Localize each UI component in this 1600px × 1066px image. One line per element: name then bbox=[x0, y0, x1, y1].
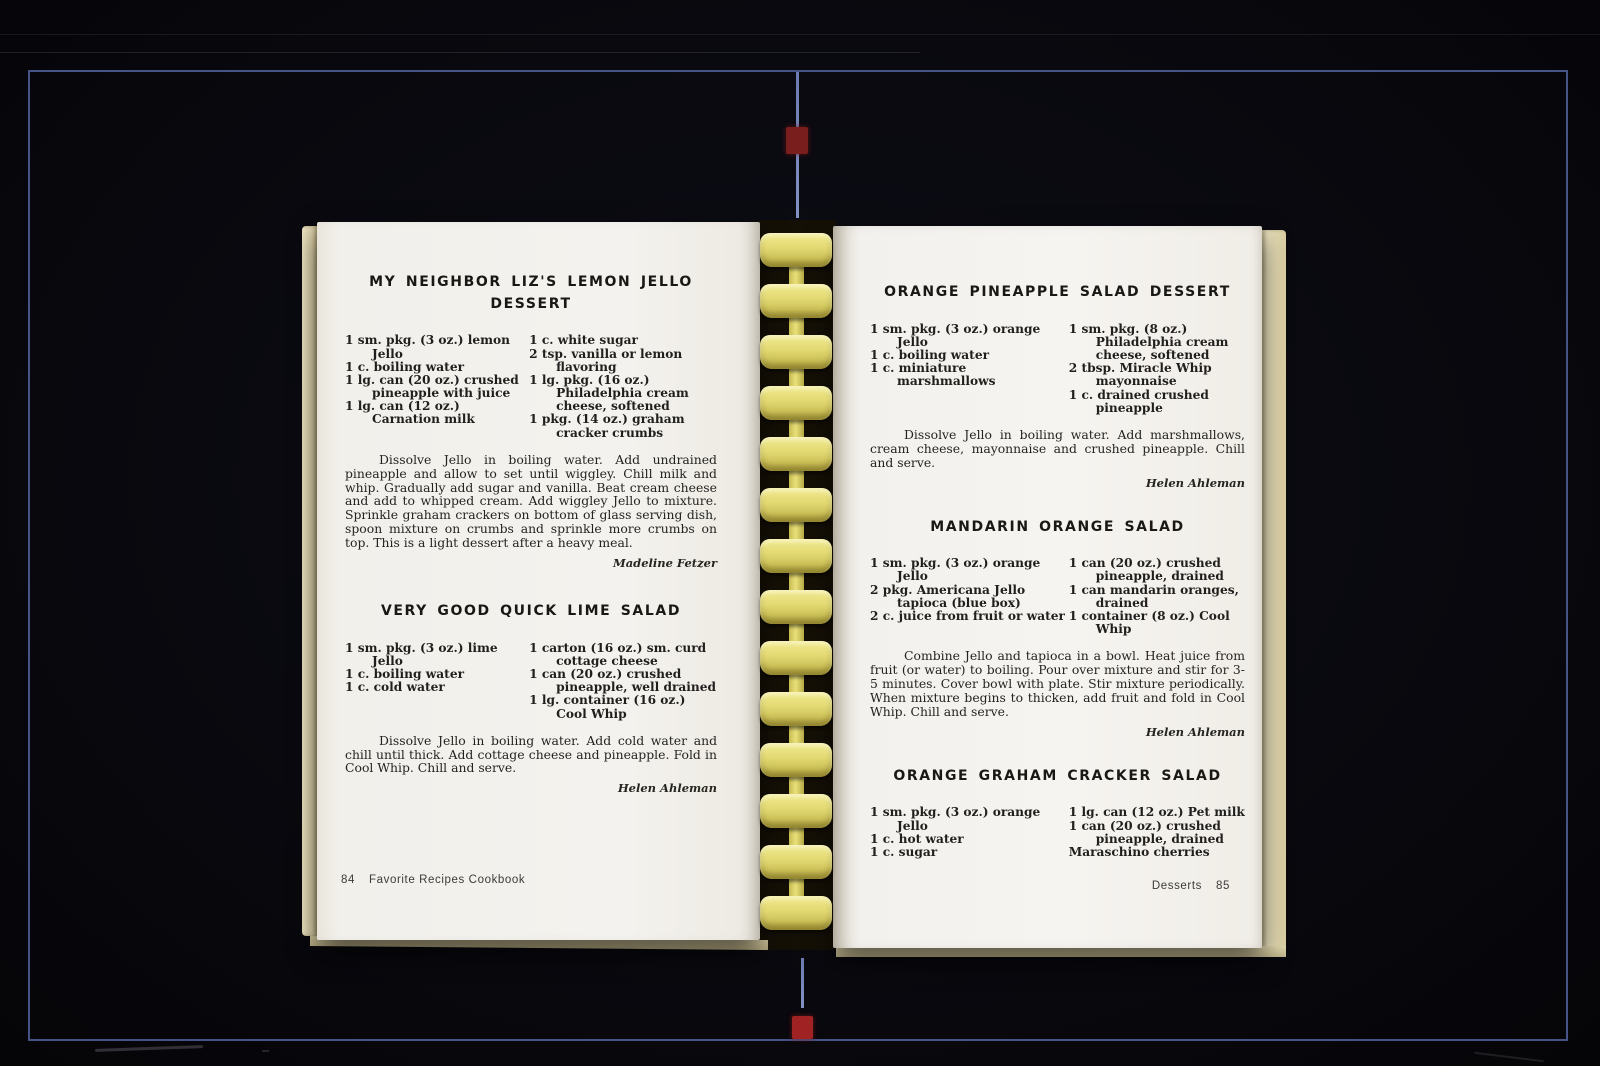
ingredient-list bbox=[870, 557, 1245, 636]
ingredient-line: 1 c. drained crushed pineapple bbox=[1068, 387, 1209, 415]
dust-streak bbox=[0, 34, 1600, 35]
ingredient-column-left bbox=[870, 557, 1069, 636]
ingredient-line: 1 lg. container (16 oz.) Cool Whip bbox=[529, 693, 686, 721]
surface-reflection bbox=[262, 1050, 269, 1052]
recipe-orange-graham-cracker-salad bbox=[870, 766, 1245, 859]
ingredient-line: 1 c. boiling water bbox=[870, 348, 989, 363]
ingredient-line: 1 sm. pkg. (3 oz.) orange Jello bbox=[870, 805, 1041, 833]
ingredient-line: 1 c. sugar bbox=[870, 844, 938, 859]
comb-loop bbox=[760, 794, 832, 828]
ingredient-line: 2 tbsp. Miracle Whip mayonnaise bbox=[1068, 361, 1212, 389]
ingredient-line: 1 lg. can (12 oz.) Carnation milk bbox=[345, 399, 475, 427]
recipe-instructions: Dissolve Jello in boiling water. Add marshmallows, cream cheese, mayonnaise and crushed pineapple. Chill and serve. bbox=[870, 426, 1245, 470]
page-number: 85 bbox=[1216, 880, 1230, 892]
right-page bbox=[833, 226, 1262, 948]
ingredient-line: 1 lg. pkg. (16 oz.) Philadelphia cream cheese, softened bbox=[529, 372, 689, 414]
ingredient-line: Maraschino cherries bbox=[1068, 844, 1210, 859]
ingredient-line: 2 tsp. vanilla or lemon flavoring bbox=[529, 346, 683, 374]
ingredient-line: 1 sm. pkg. (3 oz.) lime Jello bbox=[345, 640, 498, 668]
ingredient-column-left bbox=[870, 806, 1069, 859]
recipe-attribution: Madeline Fetzer bbox=[612, 555, 717, 570]
comb-loop bbox=[760, 437, 832, 471]
page-footer-right bbox=[1152, 880, 1230, 892]
comb-loop bbox=[760, 233, 832, 267]
recipe-instructions: Dissolve Jello in boiling water. Add undrained pineapple and allow to set until wiggley. Chill milk and whip. Gradually add sugar and vanilla. Beat cream cheese and add to whipped cream. Add wiggley Jello to mixture. Sprinkle graham crackers on bottom of glass serving dish, spoon mixture on crumbs and sprinkle more crumbs on top. This is a light dessert after a heavy meal. bbox=[345, 451, 717, 551]
ingredient-line: 1 container (8 oz.) Cool Whip bbox=[1068, 608, 1230, 637]
comb-loop bbox=[760, 896, 832, 930]
recipe-quick-lime-salad bbox=[345, 601, 717, 795]
ingredient-line: 1 pkg. (14 oz.) graham cracker crumbs bbox=[529, 412, 685, 440]
ingredient-line: 1 c. cold water bbox=[345, 680, 445, 695]
ingredient-column-right bbox=[1069, 323, 1245, 415]
ingredient-line: 1 c. white sugar bbox=[529, 333, 638, 348]
surface-reflection bbox=[95, 1045, 203, 1052]
comb-loop bbox=[760, 539, 832, 573]
footer-label: Favorite Recipes Cookbook bbox=[369, 874, 526, 886]
comb-loop bbox=[760, 335, 832, 369]
ingredient-line: 2 pkg. Americana Jello tapioca (blue box) bbox=[870, 582, 1026, 610]
ingredient-list bbox=[870, 323, 1245, 415]
ingredient-line: 1 c. miniature marshmallows bbox=[870, 361, 996, 389]
ingredient-line: 1 c. hot water bbox=[870, 831, 964, 846]
footer-label: Desserts bbox=[1151, 880, 1202, 892]
ingredient-line: 1 sm. pkg. (3 oz.) orange Jello bbox=[870, 556, 1041, 584]
ingredient-line: 1 sm. pkg. (3 oz.) orange Jello bbox=[870, 321, 1041, 349]
ingredient-line: 1 can (20 oz.) crushed pineapple, well drained bbox=[529, 667, 717, 695]
comb-loop bbox=[760, 845, 832, 879]
recipe-orange-pineapple-salad-dessert bbox=[870, 282, 1245, 490]
ingredient-column-right bbox=[529, 334, 717, 439]
ingredient-line: 1 can (20 oz.) crushed pineapple, drained bbox=[1068, 556, 1224, 584]
dust-streak bbox=[0, 52, 920, 53]
recipe-instructions: Dissolve Jello in boiling water. Add cold water and chill until thick. Add cottage cheese and pineapple. Fold in Cool Whip. Chill and serve. bbox=[345, 732, 717, 776]
comb-loop bbox=[760, 386, 832, 420]
ingredient-line: 1 lg. can (12 oz.) Pet milk bbox=[1068, 805, 1245, 820]
ingredient-line: 1 carton (16 oz.) sm. curd cottage cheese bbox=[529, 640, 707, 668]
recipe-mandarin-orange-salad bbox=[870, 517, 1245, 739]
recipe-attribution: Helen Ahleman bbox=[617, 781, 717, 796]
ingredient-column-left bbox=[870, 323, 1069, 415]
recipe-title: ORANGE PINEAPPLE SALAD DESSERT bbox=[884, 284, 1231, 300]
recipe-title: VERY GOOD QUICK LIME SALAD bbox=[380, 602, 682, 619]
ingredient-list bbox=[870, 806, 1245, 859]
ingredient-line: 2 c. juice from fruit or water bbox=[870, 608, 1065, 623]
recipe-lemon-jello-dessert bbox=[345, 272, 717, 570]
recipe-title: MANDARIN ORANGE SALAD bbox=[930, 518, 1185, 535]
comb-loop bbox=[760, 743, 832, 777]
ingredient-column-right bbox=[529, 642, 717, 721]
comb-loop bbox=[760, 692, 832, 726]
comb-loop bbox=[760, 284, 832, 318]
ingredient-column-right bbox=[1069, 806, 1245, 859]
recipe-title: MY NEIGHBOR LIZ'S LEMON JELLO DESSERT bbox=[369, 274, 693, 312]
ingredient-column-left bbox=[345, 642, 529, 721]
book-cover-edge-left bbox=[302, 226, 318, 936]
left-page bbox=[317, 222, 760, 940]
ingredient-line: 1 c. boiling water bbox=[345, 359, 464, 374]
ingredient-line: 1 sm. pkg. (3 oz.) lemon Jello bbox=[345, 333, 511, 361]
ingredient-list bbox=[345, 334, 717, 439]
surface-reflection bbox=[1474, 1052, 1544, 1063]
ingredient-column-right bbox=[1069, 557, 1245, 636]
ingredient-line: 1 can mandarin oranges, drained bbox=[1068, 582, 1239, 610]
book-cover-edge-right bbox=[1262, 230, 1286, 953]
comb-loop bbox=[760, 488, 832, 522]
recipe-attribution: Helen Ahleman bbox=[1145, 475, 1245, 490]
page-number: 84 bbox=[341, 874, 355, 886]
crosshair-line-bottom bbox=[801, 958, 804, 1008]
ingredient-line: 1 c. boiling water bbox=[345, 667, 464, 682]
recipe-attribution: Helen Ahleman bbox=[1145, 724, 1245, 739]
recipe-instructions: Combine Jello and tapioca in a bowl. Heat juice from fruit (or water) to boiling. Pour over mixture and stir for 3-5 minutes. Cover bowl with plate. Stir mixture periodically. When mixture begins to thicken, add fruit and fold in Cool Whip. Chill and serve. bbox=[870, 648, 1245, 719]
recipe-title: ORANGE GRAHAM CRACKER SALAD bbox=[893, 767, 1222, 784]
registration-marker-top bbox=[786, 127, 808, 154]
comb-binding bbox=[760, 233, 832, 930]
ingredient-line: 1 sm. pkg. (8 oz.) Philadelphia cream cheese, softened bbox=[1068, 321, 1229, 363]
page-footer-left bbox=[341, 874, 525, 886]
ingredient-column-left bbox=[345, 334, 529, 439]
ingredient-list bbox=[345, 642, 717, 721]
ingredient-line: 1 lg. can (20 oz.) crushed pineapple with juice bbox=[345, 372, 519, 401]
ingredient-line: 1 can (20 oz.) crushed pineapple, drained bbox=[1068, 818, 1224, 846]
comb-loop bbox=[760, 641, 832, 675]
comb-loop bbox=[760, 590, 832, 624]
registration-marker-bottom bbox=[792, 1016, 813, 1039]
